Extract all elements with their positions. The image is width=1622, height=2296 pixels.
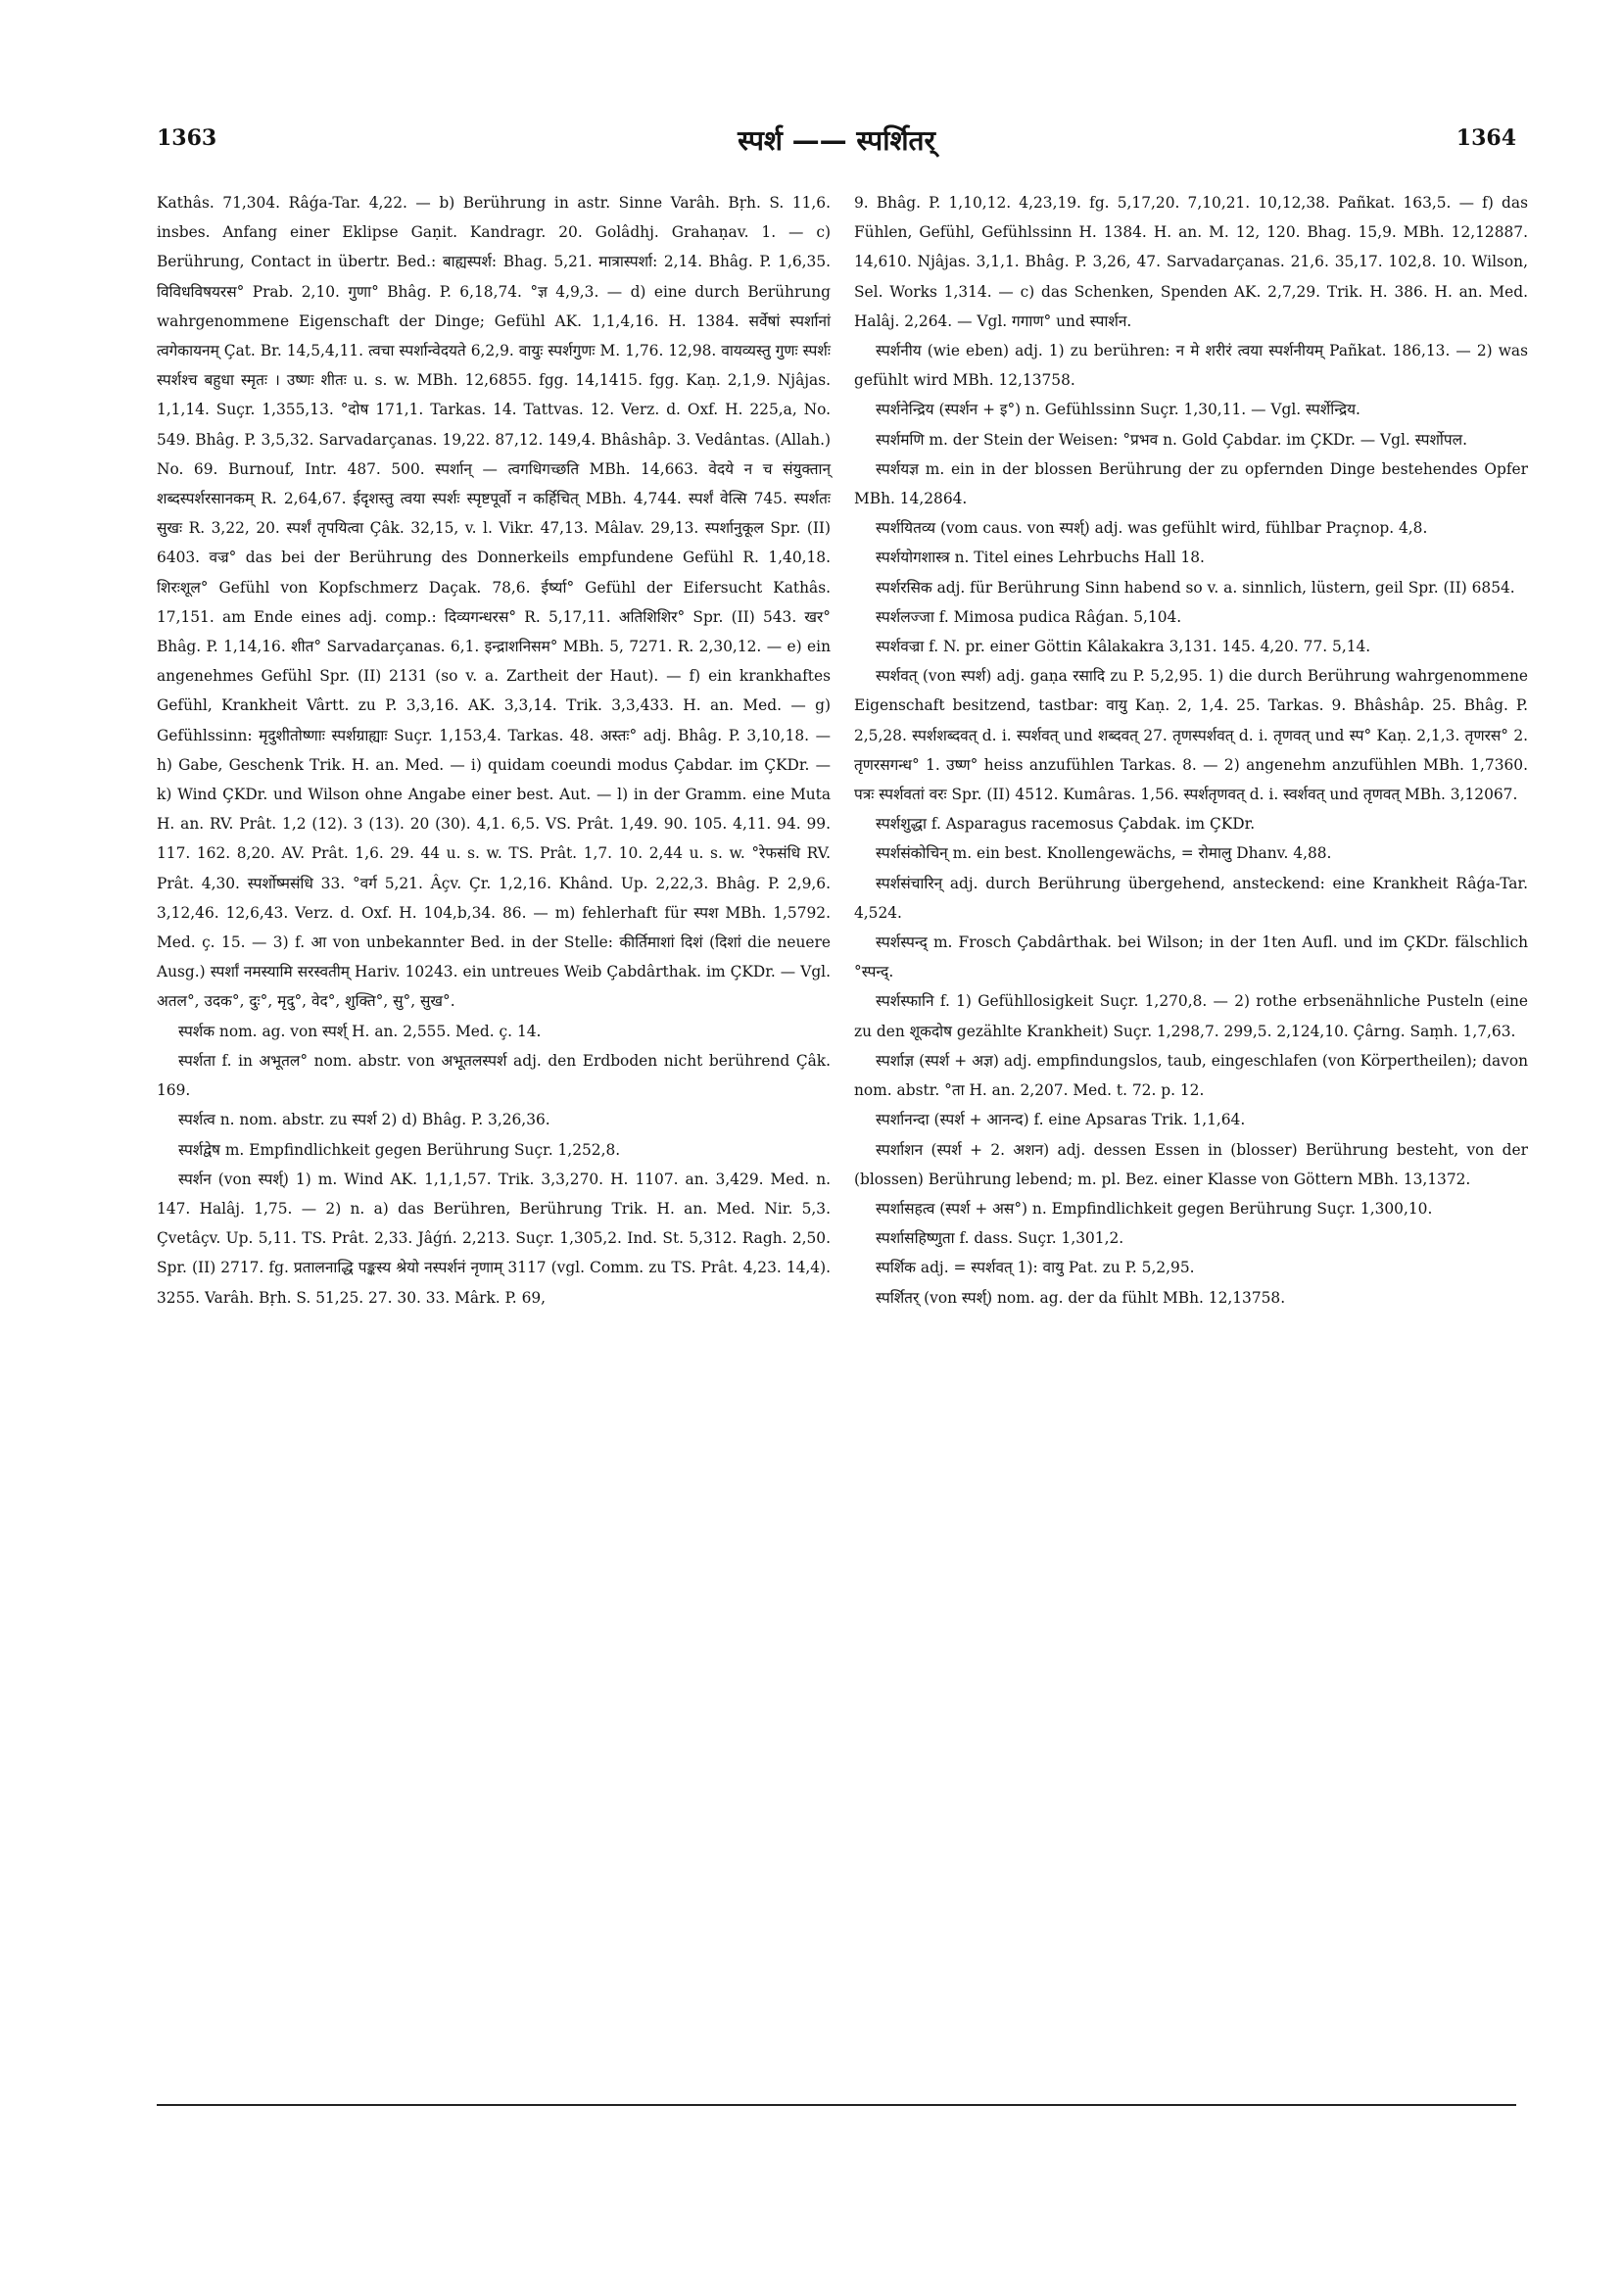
entry-sparshayogashastra: स्पर्शयोगशास्त्र n. Titel eines Lehrbuchs Hall 18. [876, 549, 1205, 567]
right-column [854, 188, 1528, 1313]
entry-sparshananda: स्पर्शानन्दा (स्पर्श + आनन्द) f. eine Apsaras Trik. 1,1,64. [876, 1111, 1246, 1129]
entry-sparshadvesha: स्पर्शद्वेष m. Empfindlichkeit gegen Berührung Suçr. 1,252,8. [178, 1140, 621, 1159]
entry-sparshavat: स्पर्शवत् (von स्पर्श) adj. gaṇa रसादि zu P. 5,2,95. 1) die durch Berührung wahrgenommene Eigenschaft besitzend, tastbar: वायु Kaṇ. 2, 1,4. 25. Tarkas. 9. Bhâshâp. 25. Bhâg. P. 2,5,28. स्पर्शशब्दवत् d. i. स्पर्शवत् und शब्दवत् 27. तृणस्पर्शवत् d. i. तृणवत् und स्प° Kaṇ. 2,1,3. तृणरस° 2. तृणरसगन्ध° 1. उष्ण° heiss anzufühlen Tarkas. 8. — 2) angenehm anzufühlen MBh. 1,7360. पत्रः स्पर्शवतां वरः Spr. (II) 4512. Kumâras. 1,56. स्पर्शतृणवत् d. i. स्वर्शवत् und तृणवत् MBh. 3,12067. [854, 667, 1528, 804]
entry-sparshana: स्पर्शन (von स्पर्श्) 1) m. Wind AK. 1,1,1,57. Trik. 3,3,270. H. 1107. an. 3,429. Med. n. 147. Halâj. 1,75. — 2) n. a) das Berühren, Berührung Trik. H. an. Med. Nir. 5,3. Çvetâçv. Up. 5,11. TS. Prât. 2,33. Jâǵń. 2,213. Suçr. 1,305,2. Ind. St. 5,312. Ragh. 2,50. Spr. (II) 2717. fg. प्रतालनाद्धि पङ्कस्य श्रेयो नस्पर्शनं नृणाम् 3117 (vgl. Comm. zu TS. Prât. 4,23. 14,4). 3255. Varâh. Bṛh. S. 51,25. 27. 30. 33. Mârk. P. 69, [157, 1170, 831, 1307]
page-header [157, 125, 1516, 165]
entry-sparshitar: स्पर्शितर् (von स्पर्श्) nom. ag. der da fühlt MBh. 12,13758. [876, 1288, 1286, 1307]
entry-sparshasancharin: स्पर्शसंचारिन् adj. durch Berührung übergehend, ansteckend: eine Krankheit Râǵa-Tar. 4,524. [854, 874, 1528, 922]
entry-sparshalajja: स्पर्शलज्जा f. Mimosa pudica Râǵan. 5,104. [876, 607, 1182, 626]
entry-sparshashuddha: स्पर्शशुद्धा f. Asparagus racemosus Çabdak. im ÇKDr. [876, 815, 1256, 834]
running-title: स्पर्श —— स्पर्शितर् [738, 124, 935, 157]
entry-continuation: Kathâs. 71,304. Râǵa-Tar. 4,22. — b) Berührung in astr. Sinne Varâh. Bṛh. S. 11,6. insbes. Anfang einer Eklipse Gaṇit. Kandragr. 20. Golâdhj. Grahaṇav. 1. — c) Berührung, Contact in übertr. Bed.: बाह्यस्पर्श: Bhag. 5,21. मात्रास्पर्शा: 2,14. Bhâg. P. 1,6,35. विविधविषयरस° Prab. 2,10. गुणा° Bhâg. P. 6,18,74. °ज्ञ 4,9,3. — d) eine durch Berührung wahrgenommene Eigenschaft der Dinge; Gefühl AK. 1,1,4,16. H. 1384. सर्वेषां स्पर्शानां त्वगेकायनम् Çat. Br. 14,5,4,11. त्वचा स्पर्शान्वेदयते 6,2,9. वायुः स्पर्शगुणः M. 1,76. 12,98. वायव्यस्तु गुणः स्पर्शः स्पर्शश्च बहुधा स्मृतः । उष्णः शीतः u. s. w. MBh. 12,6855. fgg. 14,1415. fgg. Kaṇ. 2,1,9. Njâjas. 1,1,14. Suçr. 1,355,13. °दोष 171,1. Tarkas. 14. Tattvas. 12. Verz. d. Oxf. H. 225,a, No. 549. Bhâg. P. 3,5,32. Sarvadarçanas. 19,22. 87,12. 149,4. Bhâshâp. 3. Vedântas. (Allah.) No. 69. Burnouf, Intr. 487. 500. स्पर्शान् — त्वगधिगच्छति MBh. 14,663. वेदये न च संयुक्तान् शब्दस्पर्शरसानकम् R. 2,64,67. ईदृशस्तु त्वया स्पर्शः स्पृष्टपूर्वो न कर्हिचित् MBh. 4,744. स्पर्शं वेत्सि 745. स्पर्शतः सुखः R. 3,22, 20. स्पर्शं तृपयित्वा Çâk. 32,15, v. l. Vikr. 47,13. Mâlav. 29,13. स्पर्शानुकूल Spr. (II) 6403. वज्र° das bei der Berührung des Donnerkeils empfundene Gefühl R. 1,40,18. शिरःशूल° Gefühl von Kopfschmerz Daçak. 78,6. ईर्ष्या° Gefühl der Eifersucht Kathâs. 17,151. am Ende eines adj. comp.: दिव्यगन्धरस° R. 5,17,11. अतिशिशिर° Spr. (II) 543. खर° Bhâg. P. 1,14,16. शीत° Sarvadarçanas. 6,1. इन्द्राशनिसम° MBh. 5, 7271. R. 2,30,12. — e) ein angenehmes Gefühl Spr. (II) 2131 (so v. a. Zartheit der Haut). — f) ein krankhaftes Gefühl, Krankheit Vârtt. zu P. 3,3,16. AK. 3,3,14. Trik. 3,3,433. H. an. Med. — g) Gefühlssinn: मृदुशीतोष्णाः स्पर्शग्राह्याः Suçr. 1,153,4. Tarkas. 48. अस्तः° adj. Bhâg. P. 3,10,18. — h) Gabe, Geschenk Trik. H. an. Med. — i) quidam coeundi modus Çabdar. im ÇKDr. — k) Wind ÇKDr. und Wilson ohne Angabe einer best. Aut. — l) in der Gramm. eine Muta H. an. RV. Prât. 1,2 (12). 3 (13). 20 (30). 4,1. 6,5. VS. Prât. 1,49. 90. 105. 4,11. 94. 99. 117. 162. 8,20. AV. Prât. 1,6. 29. 44 u. s. w. TS. Prât. 1,7. 10. 2,44 u. s. w. °रेफसंधि RV. Prât. 4,30. स्पर्शोष्मसंधि 33. °वर्ग 5,21. Âçv. Çr. 1,2,16. Khând. Up. 2,22,3. Bhâg. P. 2,9,6. 3,12,46. 12,6,43. Verz. d. Oxf. H. 104,b,34. 86. — m) fehlerhaft für स्पश MBh. 1,5792. Med. ç. 15. — 3) f. आ von unbekannter Bed. in der Stelle: कीर्तिमाशां दिशं (दिशां die neuere Ausg.) स्पर्शां नमस्यामि सरस्वतीम् Hariv. 10243. ein untreues Weib Çabdârthak. im ÇKDr. — Vgl. अतल°, उदक°, दुः°, मृदु°, वेद°, शुक्ति°, सु°, सुख°. [157, 194, 831, 1011]
entry-continuation-right: 9. Bhâg. P. 1,10,12. 4,23,19. fg. 5,17,20. 7,10,21. 10,12,38. Pañkat. 163,5. — f) das Fühlen, Gefühl, Gefühlssinn H. 1384. H. an. M. 12, 120. Bhag. 15,9. MBh. 12,12887. 14,610. Njâjas. 3,1,1. Bhâg. P. 3,26, 47. Sarvadarçanas. 21,6. 35,17. 102,8. 10. Wilson, Sel. Works 1,314. — c) das Schenken, Spenden AK. 2,7,29. Trik. H. 386. H. an. Med. Halâj. 2,264. — Vgl. गगाण° und स्पार्शन. [854, 194, 1528, 330]
entry-sparshatva: स्पर्शत्व n. nom. abstr. zu स्पर्श 2) d) Bhâg. P. 3,26,36. [178, 1111, 550, 1129]
entry-sparshaspand: स्पर्शस्पन्द् m. Frosch Çabdârthak. bei Wilson; in der 1ten Aufl. und im ÇKDr. fälschlich °स्पन्द्. [854, 933, 1528, 981]
bottom-rule [157, 2104, 1516, 2106]
entry-sparshasphani: स्पर्शस्फानि f. 1) Gefühllosigkeit Suçr. 1,270,8. — 2) rothe erbsenähnliche Pusteln (eine zu den शूकदोष gezählte Krankheit) Suçr. 1,298,7. 299,5. 2,124,10. Çârng. Saṃh. 1,7,63. [854, 992, 1528, 1040]
right-page-number: 1364 [1455, 125, 1516, 151]
entry-sparshayitavya: स्पर्शयितव्य (vom caus. von स्पर्श्) adj. was gefühlt wird, fühlbar Praçnop. 4,8. [876, 519, 1428, 538]
entry-sparshaniya: स्पर्शनीय (wie eben) adj. 1) zu berühren: न मे शरीरं त्वया स्पर्शनीयम् Pañkat. 186,13. — 2) was gefühlt wird MBh. 12,13758. [854, 342, 1528, 390]
entry-sparshata: स्पर्शता f. in अभूतल° nom. abstr. von अभूतलस्पर्श adj. den Erdboden nicht berührend Çâk. 169. [157, 1051, 831, 1100]
entry-sparshika: स्पर्शिक adj. = स्पर्शवत् 1): वायु Pat. zu P. 5,2,95. [876, 1259, 1195, 1277]
entry-sparshasankochin: स्पर्शसंकोचिन् m. ein best. Knollengewächs, = रोमालु Dhanv. 4,88. [876, 844, 1332, 863]
entry-sparshasahatva: स्पर्शासहत्व (स्पर्श + अस°) n. Empfindlichkeit gegen Berührung Suçr. 1,300,10. [876, 1199, 1433, 1218]
entry-sparshamani: स्पर्शमणि m. der Stein der Weisen: °प्रभव n. Gold Çabdar. im ÇKDr. — Vgl. स्पर्शोपल. [876, 430, 1467, 449]
entry-sparshavajra: स्पर्शवज्रा f. N. pr. einer Göttin Kâlakakra 3,131. 145. 4,20. 77. 5,14. [876, 638, 1371, 656]
entry-sparshaka: स्पर्शक nom. ag. von स्पर्श् H. an. 2,555. Med. ç. 14. [178, 1022, 542, 1040]
entry-sparshajna: स्पर्शाज्ञ (स्पर्श + अज्ञ) adj. empfindungslos, taub, eingeschlafen (von Körpertheilen); davon nom. abstr. °ता H. an. 2,207. Med. t. 72. p. 12. [854, 1051, 1528, 1100]
left-page-number: 1363 [157, 125, 217, 151]
left-column [157, 188, 831, 1313]
entry-sparshasahishnuta: स्पर्शासहिष्णुता f. dass. Suçr. 1,301,2. [876, 1229, 1124, 1248]
entry-sparshayajna: स्पर्शयज्ञ m. ein in der blossen Berührung der zu opfernden Dinge bestehendes Opfer MBh. 14,2864. [854, 459, 1528, 508]
entry-sparshanendriya: स्पर्शनेन्द्रिय (स्पर्शन + इ°) n. Gefühlssinn Suçr. 1,30,11. — Vgl. स्पर्शेन्द्रिय. [876, 401, 1360, 419]
entry-sparsharasika: स्पर्शरसिक adj. für Berührung Sinn habend so v. a. sinnlich, lüstern, geil Spr. (II) 6854. [876, 578, 1515, 597]
entry-sparshashana: स्पर्शाशन (स्पर्श + 2. अशन) adj. dessen Essen in (blosser) Berührung besteht, von der (blossen) Berührung lebend; m. pl. Bez. einer Klasse von Göttern MBh. 13,1372. [854, 1140, 1528, 1188]
